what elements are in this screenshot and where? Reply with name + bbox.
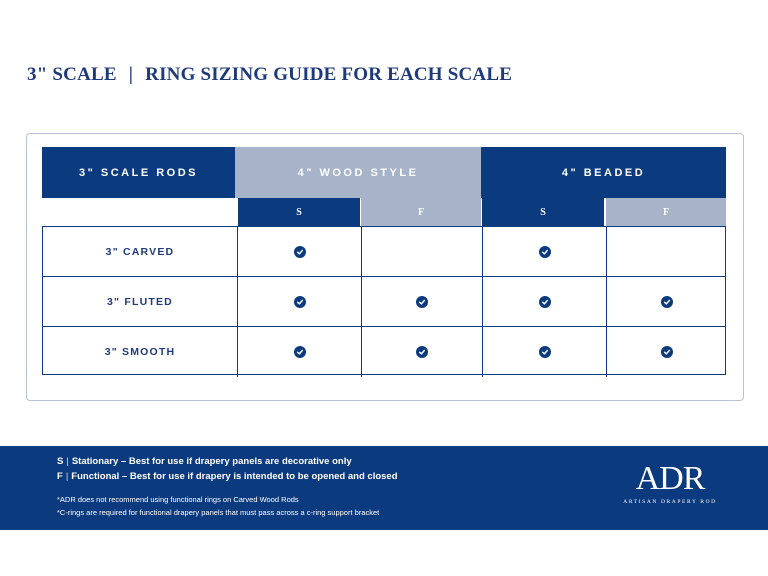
group-header-wood-style [235,147,481,198]
table-row [43,277,725,327]
check-circle-icon [539,296,551,308]
check-circle-icon [539,246,551,258]
legend-separator: | [65,471,69,482]
check-cell [237,327,361,377]
legend-code: S [57,456,64,467]
row-label: 3" FLUTED [107,295,173,308]
subheader-wood-f [361,198,481,226]
logo-mark: ADR [635,460,705,497]
check-circle-icon [416,346,428,358]
note-c-rings: *C-rings are required for functional drapery panels that must pass across a c-ring support bracket [57,508,380,517]
rods-header [42,147,235,198]
check-cell [361,227,482,276]
subheader-label: F [417,206,425,218]
group-header-label: 4" WOOD STYLE [297,166,419,179]
legend-text: Stationary – Best for use if drapery panels are decorative only [71,456,352,467]
title-scale: 3" SCALE [27,64,117,85]
check-circle-icon [294,346,306,358]
adr-logo [618,460,722,516]
subheader-label: S [540,206,546,218]
title-guide: RING SIZING GUIDE FOR EACH SCALE [145,64,513,85]
note-carved: *ADR does not recommend using functional rings on Carved Wood Rods [57,495,299,504]
check-circle-icon [416,296,428,308]
subheader-beaded-s [482,198,604,226]
legend-item-functional [57,471,398,482]
row-label-cell [43,277,237,326]
subheader-label: S [296,206,302,218]
check-circle-icon [661,296,673,308]
subheader-wood-s [238,198,360,226]
subheader-label: F [662,206,670,218]
check-cell [361,327,482,377]
page-title [27,64,512,86]
legend-item-stationary [57,456,352,467]
check-circle-icon [294,246,306,258]
check-cell [237,277,361,326]
check-circle-icon [661,346,673,358]
table-row [43,327,725,377]
check-cell [482,327,606,377]
row-label-cell [43,227,237,276]
check-cell [606,277,726,326]
check-cell [482,277,606,326]
table-row [43,227,725,277]
title-separator: | [128,64,134,85]
sizing-grid [42,226,726,375]
check-circle-icon [294,296,306,308]
row-label-cell [43,327,237,377]
legend-text: Functional – Best for use if drapery is intended to be opened and closed [71,471,398,482]
legend-code: F [57,471,63,482]
row-label: 3" SMOOTH [104,346,176,358]
group-header-beaded [481,147,726,198]
legend-separator: | [66,456,69,467]
logo-subtitle: ARTISAN DRAPERY ROD [623,499,717,505]
rods-header-label: 3" SCALE RODS [78,166,198,179]
check-cell [606,227,726,276]
row-label: 3" CARVED [105,245,175,258]
check-cell [482,227,606,276]
check-circle-icon [539,346,551,358]
check-cell [237,227,361,276]
subheader-beaded-f [606,198,726,226]
group-header-label: 4" BEADED [561,166,646,179]
check-cell [361,277,482,326]
check-cell [606,327,726,377]
